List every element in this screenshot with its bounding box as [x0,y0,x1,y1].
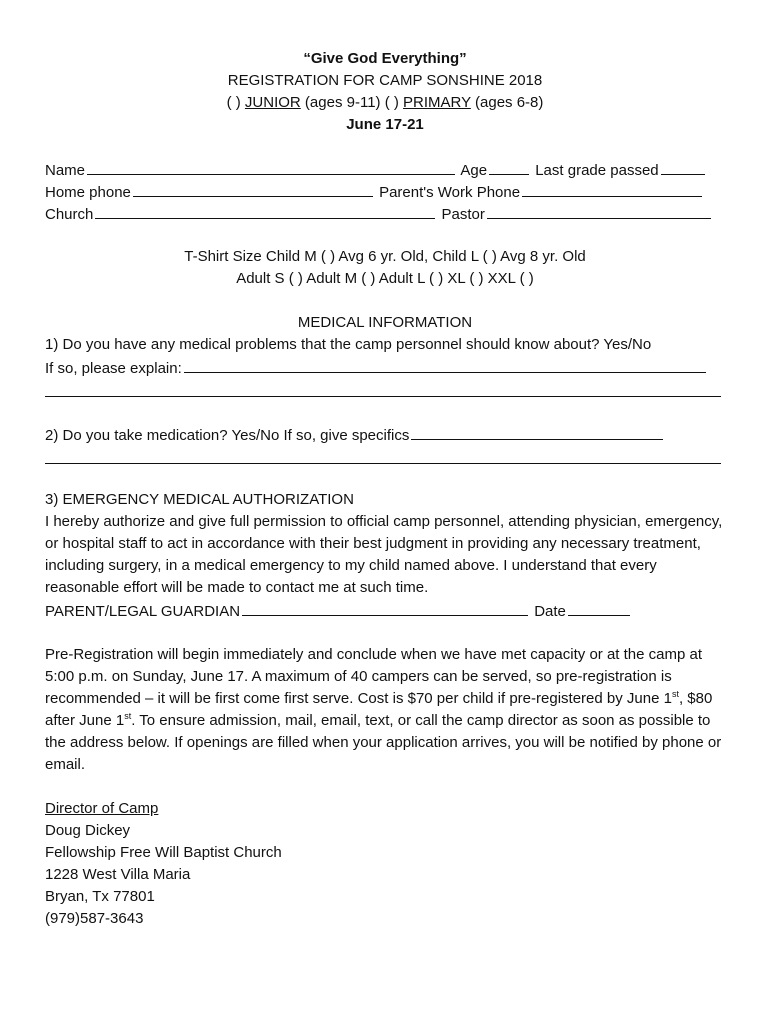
city-state-zip: Bryan, Tx 77801 [45,888,155,905]
medication-row [45,423,665,445]
guardian-row [45,599,632,621]
medical-question-2: 2) Do you take medication? Yes/No If so, give specifics [45,427,410,444]
motto: “Give God Everything” [303,50,467,67]
name-label: Name [45,162,86,179]
work-phone-field[interactable] [522,180,702,197]
name-row [45,158,707,180]
church-name: Fellowship Free Will Baptist Church [45,844,282,861]
director-heading: Director of Camp [45,800,159,817]
tshirt-child-sizes: T-Shirt Size Child M ( ) Avg 6 yr. Old, Child L ( ) Avg 8 yr. Old [184,248,586,265]
medication-field-line-2[interactable] [45,463,721,464]
explain-field[interactable] [184,356,706,373]
camp-dates: June 17-21 [346,116,424,133]
work-phone-label: Parent's Work Phone [374,184,521,201]
prereg-part-1: Pre-Registration will begin immediately and conclude when we have met capacity or at the camp at 5:00 p.m. on Sunday, June 17. A maximum of 40 campers can be served, so pre-registration is recommended – it will be first come first serve. Cost is $70 per child if pre-registered by June 1 [45,646,702,707]
medical-heading: MEDICAL INFORMATION [297,314,473,331]
prereg-sup-1: st [671,689,679,699]
prereg-part-2: , $80 after June 1 [45,690,713,729]
phone-number: (979)587-3643 [45,910,144,927]
form-header [0,48,770,136]
emergency-heading: 3) EMERGENCY MEDICAL AUTHORIZATION [45,491,354,508]
primary-label: PRIMARY [403,94,471,111]
division-line [0,92,770,114]
emergency-authorization-text: I hereby authorize and give full permission to official camp personnel, attending physician, emergency, or hospital staff to act in accordance with their best judgment in providing any necessary treatment, including surgery, in a medical emergency to my child named above. I understand that every reasonable effort will be made to contact me at such time. [45,513,723,596]
pastor-label: Pastor [437,206,485,223]
preregistration-text [45,644,725,776]
date-label: Date [530,603,566,620]
medication-field[interactable] [411,423,663,440]
form-title: REGISTRATION FOR CAMP SONSHINE 2018 [227,72,543,89]
age-field[interactable] [489,158,529,175]
explain-row [45,356,708,378]
tshirt-adult-sizes: Adult S ( ) Adult M ( ) Adult L ( ) XL ( ) XXL ( ) [236,270,534,287]
grade-label: Last grade passed [531,162,659,179]
guardian-signature-field[interactable] [242,599,528,616]
date-field[interactable] [568,599,630,616]
prereg-sup-2: st [124,711,132,721]
junior-checkbox-prefix: ( ) [226,94,245,111]
primary-ages: (ages 6-8) [470,94,544,111]
church-row [45,202,713,224]
junior-label: JUNIOR [244,94,301,111]
age-label: Age [457,162,488,179]
director-name: Doug Dickey [45,822,131,839]
grade-field[interactable] [661,158,705,175]
home-phone-field[interactable] [133,180,373,197]
phone-row [45,180,704,202]
explain-label: If so, please explain: [45,360,182,377]
medical-question-1: 1) Do you have any medical problems that the camp personnel should know about? Yes/No [45,336,652,353]
church-field[interactable] [95,202,435,219]
pastor-field[interactable] [487,202,711,219]
home-phone-label: Home phone [45,184,131,201]
guardian-label: PARENT/LEGAL GUARDIAN [45,603,241,620]
tshirt-section [0,246,770,290]
name-field[interactable] [87,158,455,175]
street-address: 1228 West Villa Maria [45,866,191,883]
junior-ages: (ages 9-11) ( ) [300,94,404,111]
explain-field-line-2[interactable] [45,396,721,397]
church-label: Church [45,206,94,223]
prereg-part-3: . To ensure admission, mail, email, text, or call the camp director as soon as possible to the address below. If openings are filled when your application arrives, you will be notified by phone or email. [45,712,722,773]
director-contact [45,798,282,930]
